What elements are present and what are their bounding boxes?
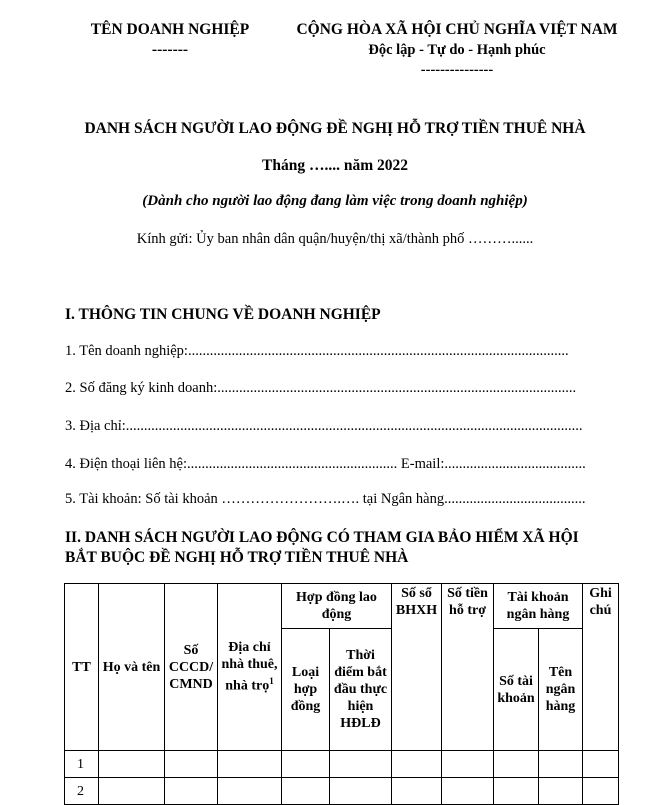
col-account-no: Số tài khoản [494, 629, 539, 751]
motto-dash: --------------- [420, 62, 494, 78]
table-cell [442, 778, 494, 805]
section2-heading-line2: BẮT BUỘC ĐỀ NGHỊ HỖ TRỢ TIỀN THUÊ NHÀ [65, 549, 409, 566]
col-contract: Hợp đồng lao động [282, 584, 392, 629]
company-dash: ------- [151, 41, 189, 58]
row-number: 1 [65, 751, 99, 778]
table-cell [165, 751, 218, 778]
company-name: TÊN DOANH NGHIỆP [90, 21, 250, 38]
row-number: 2 [65, 778, 99, 805]
employee-table [64, 583, 619, 805]
table-cell [392, 778, 442, 805]
section1-heading: I. THÔNG TIN CHUNG VỀ DOANH NGHIỆP [65, 306, 381, 323]
field-company-name: 1. Tên doanh nghiệp:......................................................................................................... [65, 343, 569, 359]
table-cell [539, 751, 583, 778]
company-header [60, 20, 280, 60]
field-phone-email: 4. Điện thoại liên hệ:.......................................................... E-mail:....................................... [65, 456, 586, 472]
table-cell [282, 751, 330, 778]
col-address-label: Địa chỉ nhà thuê, nhà trọ [221, 640, 278, 694]
table-cell [218, 751, 282, 778]
col-bank: Tài khoản ngân hàng [494, 584, 583, 629]
section2-heading-line1: II. DANH SÁCH NGƯỜI LAO ĐỘNG CÓ THAM GIA BẢO HIỂM XÃ HỘI [65, 529, 579, 546]
col-note: Ghi chú [583, 584, 619, 751]
table-cell [99, 778, 165, 805]
col-name: Họ và tên [99, 584, 165, 751]
document-subtitle: (Dành cho người lao động đang làm việc trong doanh nghiệp) [142, 193, 528, 209]
document-title: DANH SÁCH NGƯỜI LAO ĐỘNG ĐỀ NGHỊ HỖ TRỢ TIỀN THUÊ NHÀ [84, 120, 586, 137]
table-cell [442, 751, 494, 778]
col-bank-name: Tên ngân hàng [539, 629, 583, 751]
table-cell [330, 751, 392, 778]
table-cell [392, 751, 442, 778]
table-cell [330, 778, 392, 805]
table-cell [494, 778, 539, 805]
col-tt: TT [65, 584, 99, 751]
col-id: Số CCCD/ CMND [165, 584, 218, 751]
col-amount: Số tiền hỗ trợ [442, 584, 494, 751]
table-row [65, 751, 619, 778]
table-cell [583, 778, 619, 805]
col-contract-type: Loại hợp đồng [282, 629, 330, 751]
national-motto: Độc lập - Tự do - Hạnh phúc [368, 42, 546, 58]
col-contract-start: Thời điểm bắt đầu thực hiện HĐLĐ [330, 629, 392, 751]
recipient-line: Kính gửi: Ủy ban nhân dân quận/huyện/thị xã/thành phố ………...... [136, 231, 534, 247]
table-row [65, 778, 619, 805]
field-address: 3. Địa chỉ:.............................................................................................................................. [65, 418, 583, 434]
country-name: CỘNG HÒA XÃ HỘI CHỦ NGHĨA VIỆT NAM [296, 21, 618, 38]
table-cell [165, 778, 218, 805]
table-cell [99, 751, 165, 778]
table-cell [539, 778, 583, 805]
table-cell [218, 778, 282, 805]
table-cell [494, 751, 539, 778]
table-cell [282, 778, 330, 805]
field-bank-account: 5. Tài khoản: Số tài khoản …………………….…. tại Ngân hàng....................................... [65, 491, 586, 507]
footnote-marker: 1 [269, 676, 274, 687]
section2-heading [65, 528, 579, 568]
field-business-registration: 2. Số đăng ký kinh doanh:................................................................................................... [65, 380, 577, 396]
document-period: Tháng ….... năm 2022 [262, 157, 408, 174]
table-cell [583, 751, 619, 778]
national-header [262, 20, 652, 80]
col-address [218, 584, 282, 751]
col-bhxh: Số sổ BHXH [392, 584, 442, 751]
